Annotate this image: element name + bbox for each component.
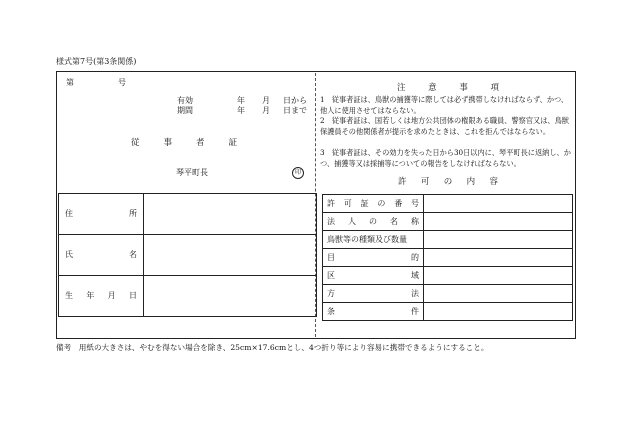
conditions-field[interactable] — [424, 303, 573, 321]
validity-year-1: 年 — [237, 96, 245, 105]
notice-title: 注 意 事 項 — [397, 83, 499, 93]
table-row — [323, 195, 573, 213]
table-row — [323, 267, 573, 285]
purpose-field[interactable] — [424, 249, 573, 267]
table-row — [59, 276, 317, 317]
remarks-note: 備考 用紙の大きさは、やむを得ない場合を除き、25cm×17.6cmとし、4つ折り等により容易に携帯できるようにすること。 — [56, 343, 489, 352]
number-prefix: 第 — [66, 78, 74, 87]
validity-month-1: 月 — [262, 96, 270, 105]
form-number: 様式第7号(第3条関係) — [56, 57, 137, 66]
validity-from: 日から — [283, 96, 307, 105]
validity-label: 有効 — [177, 96, 193, 105]
species-quantity-field[interactable] — [424, 231, 573, 249]
row-label-species-quantity: 鳥獣等の種類及び数量 — [323, 231, 424, 249]
holder-info-table — [58, 193, 317, 317]
row-label-corporation-name: 法 人 の 名 称 — [323, 213, 424, 231]
name-field[interactable] — [144, 235, 317, 276]
card-title: 従 事 者 証 — [131, 138, 237, 148]
permit-number-field[interactable] — [424, 195, 573, 213]
table-row — [59, 194, 317, 235]
birthdate-field[interactable] — [144, 276, 317, 317]
row-label-method: 方 法 — [323, 285, 424, 303]
table-row — [323, 249, 573, 267]
permit-contents-title: 許 可 の 内 容 — [398, 177, 498, 187]
corporation-name-field[interactable] — [424, 213, 573, 231]
notice-item-1: 1 従事者証は、鳥獣の捕獲等に際しては必ず携帯しなければならず、かつ、他人に使用させてはならない。 — [320, 95, 569, 115]
validity-year-2: 年 — [237, 106, 245, 115]
validity-month-2: 月 — [262, 106, 270, 115]
row-label-birthdate: 生 年 月 日 — [59, 276, 144, 317]
table-row — [323, 231, 573, 249]
table-row — [59, 235, 317, 276]
seal-mark: 印 — [292, 167, 304, 179]
number-suffix: 号 — [118, 78, 126, 87]
row-label-purpose: 目 的 — [323, 249, 424, 267]
row-label-conditions: 条 件 — [323, 303, 424, 321]
address-field[interactable] — [144, 194, 317, 235]
table-row — [323, 285, 573, 303]
notice-item-3: 3 従事者証は、その効力を失った日から30日以内に、琴平町長に返納し、かつ、捕獲等又は採捕等についての報告をしなければならない。 — [320, 148, 571, 168]
row-label-name: 氏 名 — [59, 235, 144, 276]
issuer-name: 琴平町長 — [176, 168, 208, 177]
validity-label-2: 期間 — [177, 106, 193, 115]
validity-to: 日まで — [283, 106, 307, 115]
permit-contents-table — [322, 194, 573, 321]
notice-item-2: 2 従事者証は、国若しくは地方公共団体の権限ある職員、警察官又は、鳥獣保護員その他関係者が提示を求めたときは、これを拒んではならない。 — [320, 116, 569, 136]
row-label-area: 区 域 — [323, 267, 424, 285]
table-row — [323, 213, 573, 231]
row-label-address: 住 所 — [59, 194, 144, 235]
table-row — [323, 303, 573, 321]
row-label-permit-number: 許 可 証 の 番 号 — [323, 195, 424, 213]
area-field[interactable] — [424, 267, 573, 285]
method-field[interactable] — [424, 285, 573, 303]
